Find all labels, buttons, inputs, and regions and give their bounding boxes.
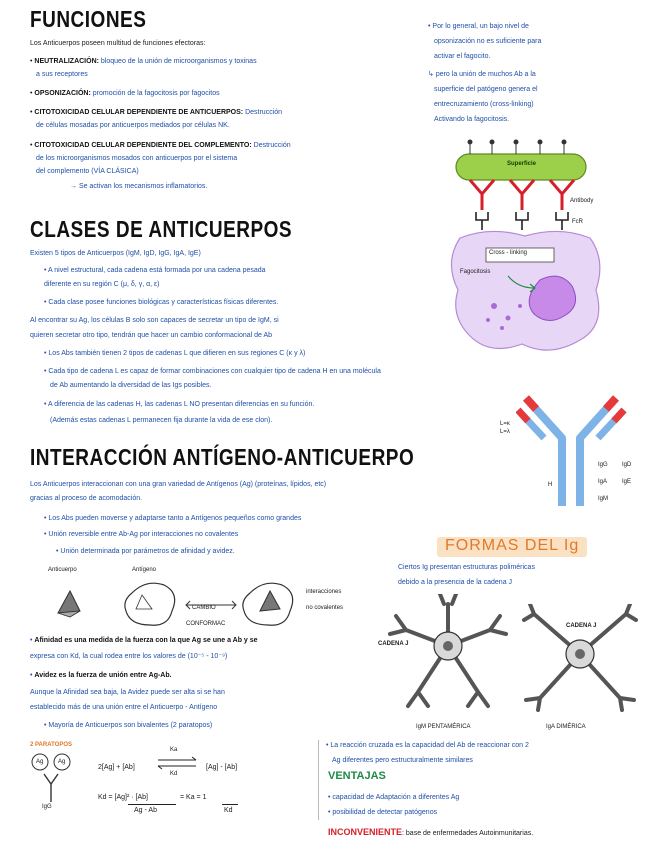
avidez: • Avidez es la fuerza de unión entre Ag-Ab. [30, 672, 172, 679]
fagocitosis-label: Fagocitosis [460, 269, 491, 275]
funcion-complemento-l3: del complemento (VÍA CLÁSICA) [36, 168, 139, 175]
antibody-label: Antibody [570, 198, 594, 204]
equation-1-right: [Ag] - [Ab] [206, 764, 238, 771]
reaccion-l2: Ag diferentes pero estructuralmente similares [332, 757, 473, 764]
afinidad-l1: • Afinidad es una medida de la fuerza con la que Ag se une a Ab y se [30, 637, 258, 644]
antibody-structure-diagram [516, 388, 636, 508]
acomodacion-diagram [40, 575, 310, 635]
formas-l2: debido a la presencia de la cadena J [398, 579, 513, 586]
formas-l1: Ciertos Ig presentan estructuras poliméricas [398, 564, 535, 571]
inconveniente-row [328, 822, 533, 840]
fraction-bar-2 [222, 804, 238, 805]
funcion-complemento-l2: de los microorganismos mosados con anticuerpos por el sistema [36, 155, 238, 162]
interaccion-l4: • Unión reversible entre Ab-Ag por interacciones no covalentes [44, 531, 239, 538]
equation-2-den: Ag - Ab [134, 807, 157, 814]
equation-1-kd: Kd [170, 771, 178, 777]
funcion-complemento-l4: → Se activan los mecanismos inflamatorios. [70, 183, 208, 190]
igg-label: IgG [598, 462, 608, 468]
ventaja-2: • posibilidad de detectar patógenos [328, 809, 438, 816]
inconveniente-text: : base de enfermedades Autoinmunitarias. [402, 830, 534, 837]
clases-l10: • A diferencia de las cadenas H, las cadenas L NO presentan diferencias en su función. [44, 401, 315, 408]
interacciones-label: interacciones [306, 589, 342, 595]
fraction-bar-1 [128, 804, 176, 805]
clases-l4: • Cada clase posee funciones biológicas y características físicas diferentes. [44, 299, 279, 306]
iga-dimerica-label: IgA DIMÉRICA [546, 724, 586, 730]
funcion-neutralizacion: • NEUTRALIZACIÓN: bloqueo de la unión de microorganismos y toxinas [30, 58, 257, 65]
clases-l8: • Cada tipo de cadena L es capaz de formar combinaciones con cualquier tipo de cadena H en una molécula [44, 368, 381, 375]
igm-pentamer-diagram [384, 594, 514, 714]
inconveniente-heading: INCONVENIENTE [328, 827, 403, 837]
reaccion-divider [318, 740, 319, 820]
ag-label-1: Ag [36, 759, 44, 765]
ige-label: IgE [622, 479, 632, 485]
light-chain-kappa-label: L=κ [500, 421, 510, 427]
funcion-citotoxicidad-complemento: • CITOTOXICIDAD CELULAR DEPENDIENTE DEL COMPLEMENTO: Destrucción [30, 142, 291, 149]
equation-2-left: Kd = [Ag]² · [Ab] [98, 794, 148, 801]
equation-1-ka: Ka [170, 747, 178, 753]
interaccion-l1: Los Anticuerpos interaccionan con una gran variedad de Antígenos (Ag) (proteínas, lípidos, etc) [30, 481, 327, 488]
reaccion-l1: • La reacción cruzada es la capacidad del Ab de reaccionar con 2 [326, 742, 529, 749]
nocovalentes-label: no covalentes [306, 605, 344, 611]
equation-2-rden: Kd [224, 807, 233, 814]
funcion-opsonizacion: • OPSONIZACIÓN: promoción de la fagocitosis por fagocitos [30, 90, 220, 97]
ventajas-heading: VENTAJAS [328, 770, 386, 782]
clases-title: CLASES DE ANTICUERPOS [30, 218, 293, 244]
equilibrium-arrows [156, 756, 198, 770]
funciones-title: FUNCIONES [30, 8, 147, 34]
paratopos-label: 2 PARATOPOS [30, 742, 73, 748]
clases-l7: • Los Abs también tienen 2 tipos de cadenas L que difieren en sus regiones C (κ y λ) [44, 350, 306, 357]
antigeno-label: Antígeno [132, 567, 157, 573]
opso-l1: • Por lo general, un bajo nivel de [428, 23, 529, 30]
opso-l6: entrecruzamiento (cross-linking) [434, 101, 534, 108]
interaccion-l3: • Los Abs pueden moverse y adaptarse tanto a Antígenos pequeños como grandes [44, 515, 302, 522]
aunque-l1: Aunque la Afinidad sea baja, la Avidez puede ser alta si se han [30, 689, 225, 696]
clases-l1: Existen 5 tipos de Anticuerpos (IgM, IgD, IgG, IgA, IgE) [30, 250, 201, 257]
ag-label-2: Ag [58, 759, 66, 765]
interaccion-title: INTERACCIÓN ANTÍGENO-ANTICUERPO [30, 446, 415, 472]
anticuerpo-label: Anticuerpo [48, 567, 77, 573]
igd-label: IgD [622, 462, 632, 468]
clases-l11: (Además estas cadenas L permanecen fija durante la vida de ese clon). [50, 417, 273, 424]
aunque-l2: establecido más de una unión entre el Anticuerpo - Antígeno [30, 704, 218, 711]
cambio-label: CAMBIO [192, 605, 216, 611]
iga-label: IgA [598, 479, 608, 485]
opso-l5: superficie del patógeno genera el [434, 86, 538, 93]
iga-dimer-diagram [520, 604, 640, 714]
igg-bivalent-label: IgG [42, 804, 52, 810]
igm-label: IgM [598, 496, 609, 502]
crosslinking-label: Cross - linking [489, 250, 528, 256]
opso-l2: opsonización no es suficiente para [434, 38, 542, 45]
clases-l5: Al encontrar su Ag, los células B solo son capaces de secretar un tipo de IgM, si [30, 317, 279, 324]
fcr-label: FcR [572, 219, 583, 225]
clases-l2: • A nivel estructural, cada cadena está formada por una cadena pesada [44, 267, 266, 274]
surface-label: Superficie [507, 161, 537, 167]
equation-2-right: = Ka = 1 [180, 794, 207, 801]
conformac-label: CONFORMAC [186, 621, 226, 627]
equation-1-left: 2[Ag] + [Ab] [98, 764, 135, 771]
interaccion-l2: gracias al proceso de acomodación. [30, 495, 143, 502]
cadena-j-label-2: CADENA J [566, 623, 597, 629]
afinidad-l2: expresa con Kd, la cual rodea entre los valores de (10⁻⁵ - 10⁻⁹) [30, 653, 228, 660]
clases-l6: quieren secretar otro tipo, tendrán que hacer un cambio conformacional de Ab [30, 332, 273, 339]
funciones-intro: Los Anticuerpos poseen multitud de funciones efectoras: [30, 40, 206, 47]
formas-title: FORMAS DEL Ig [445, 537, 580, 554]
cadena-j-label-1: CADENA J [378, 641, 409, 647]
light-chain-lambda-label: L=λ [500, 429, 510, 435]
opso-l7: Activando la fagocitosis. [434, 116, 510, 123]
funcion-neutralizacion-cont: a sus receptores [36, 71, 88, 78]
interaccion-l5: • Unión determinada por parámetros de afinidad y avidez. [56, 548, 235, 555]
heavy-chain-label: H [548, 482, 553, 488]
mayoria: • Mayoría de Anticuerpos son bivalentes (2 paratopos) [44, 722, 213, 729]
ventaja-1: • capacidad de Adaptación a diferentes Ag [328, 794, 460, 801]
funcion-citotoxicidad-ab-cont: de células mosadas por anticuerpos mediados por células NK. [36, 122, 230, 129]
opso-l4: ↳ pero la unión de muchos Ab a la [428, 71, 536, 78]
clases-l9: de Ab aumentando la diversidad de las Igs posibles. [50, 382, 212, 389]
clases-l3: diferente en su región C (μ, δ, γ, α, ε) [44, 281, 160, 288]
igm-pentamerica-label: IgM PENTAMÉRICA [416, 724, 471, 730]
opso-l3: activar el fagocito. [434, 53, 491, 60]
funcion-citotoxicidad-ab: • CITOTOXICIDAD CELULAR DEPENDIENTE DE ANTICUERPOS: Destrucción [30, 109, 283, 116]
